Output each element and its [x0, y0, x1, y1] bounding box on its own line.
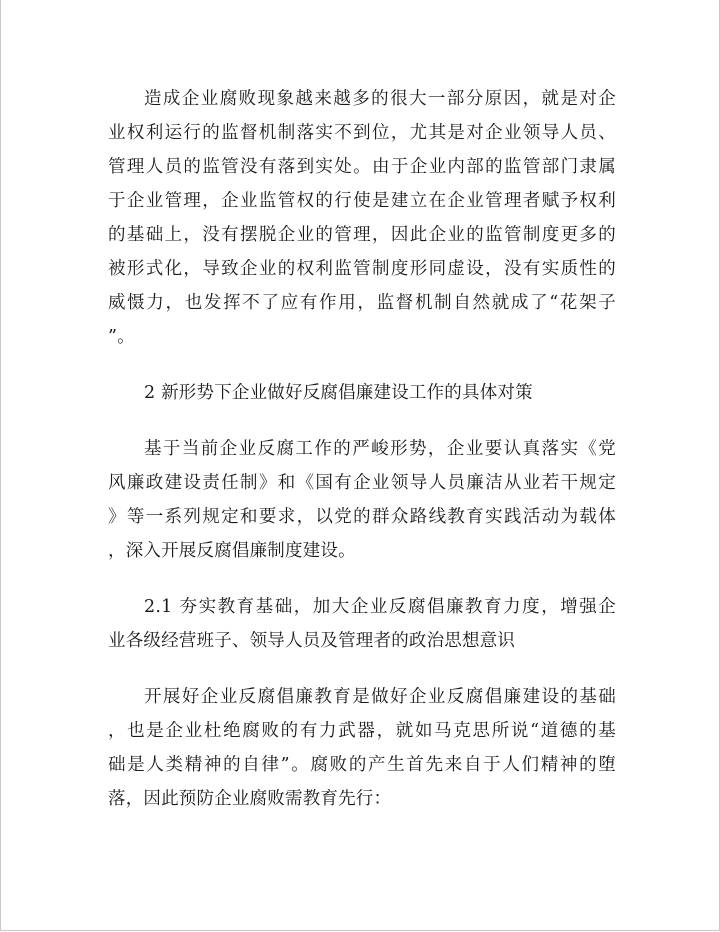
text-line: 落，因此预防企业腐败需教育先行：	[108, 789, 392, 809]
text-line: ，也是企业杜绝腐败的有力武器，就如马克思所说“道德的基	[108, 721, 616, 741]
paragraph-3	[108, 680, 616, 816]
text-line: ”。	[108, 327, 135, 347]
text-line: 被形式化，导致企业的权利监管制度形同虚设，没有实质性的	[108, 259, 616, 279]
paragraph-2	[108, 432, 616, 568]
text-line: 于企业管理，企业监管权的行使是建立在企业管理者赋予权利	[108, 191, 616, 211]
text-line: 的基础上，没有摆脱企业的管理，因此企业的监管制度更多的	[108, 225, 616, 245]
text-line: 威慑力，也发挥不了应有作用，监督机制自然就成了“花架子	[108, 293, 616, 313]
section-heading-2-1	[108, 590, 616, 658]
text-line: 业权利运行的监督机制落实不到位，尤其是对企业领导人员、	[108, 123, 616, 143]
text-line: 》等一系列规定和要求，以党的群众路线教育实践活动为载体	[108, 507, 616, 527]
text-line: 开展好企业反腐倡廉教育是做好企业反腐倡廉建设的基础	[144, 687, 616, 707]
heading-text: 2.1 夯实教育基础，加大企业反腐倡廉教育力度，增强企	[144, 597, 616, 617]
text-line: 础是人类精神的自律”。腐败的产生首先来自于人们精神的堕	[108, 755, 616, 775]
text-line: 造成企业腐败现象越来越多的很大一部分原因，就是对企	[144, 89, 616, 109]
text-line: 管理人员的监管没有落到实处。由于企业内部的监管部门隶属	[108, 157, 616, 177]
section-heading-2	[108, 376, 616, 410]
heading-text: 业各级经营班子、领导人员及管理者的政治思想意识	[108, 631, 516, 651]
text-line: 风廉政建设责任制》和《国有企业领导人员廉洁从业若干规定	[108, 473, 616, 493]
document-body	[108, 82, 616, 838]
heading-text: 2 新形势下企业做好反腐倡廉建设工作的具体对策	[144, 383, 533, 403]
paragraph-1	[108, 82, 616, 354]
text-line: ，深入开展反腐倡廉制度建设。	[108, 541, 356, 561]
text-line: 基于当前企业反腐工作的严峻形势，企业要认真落实《党	[144, 439, 616, 459]
